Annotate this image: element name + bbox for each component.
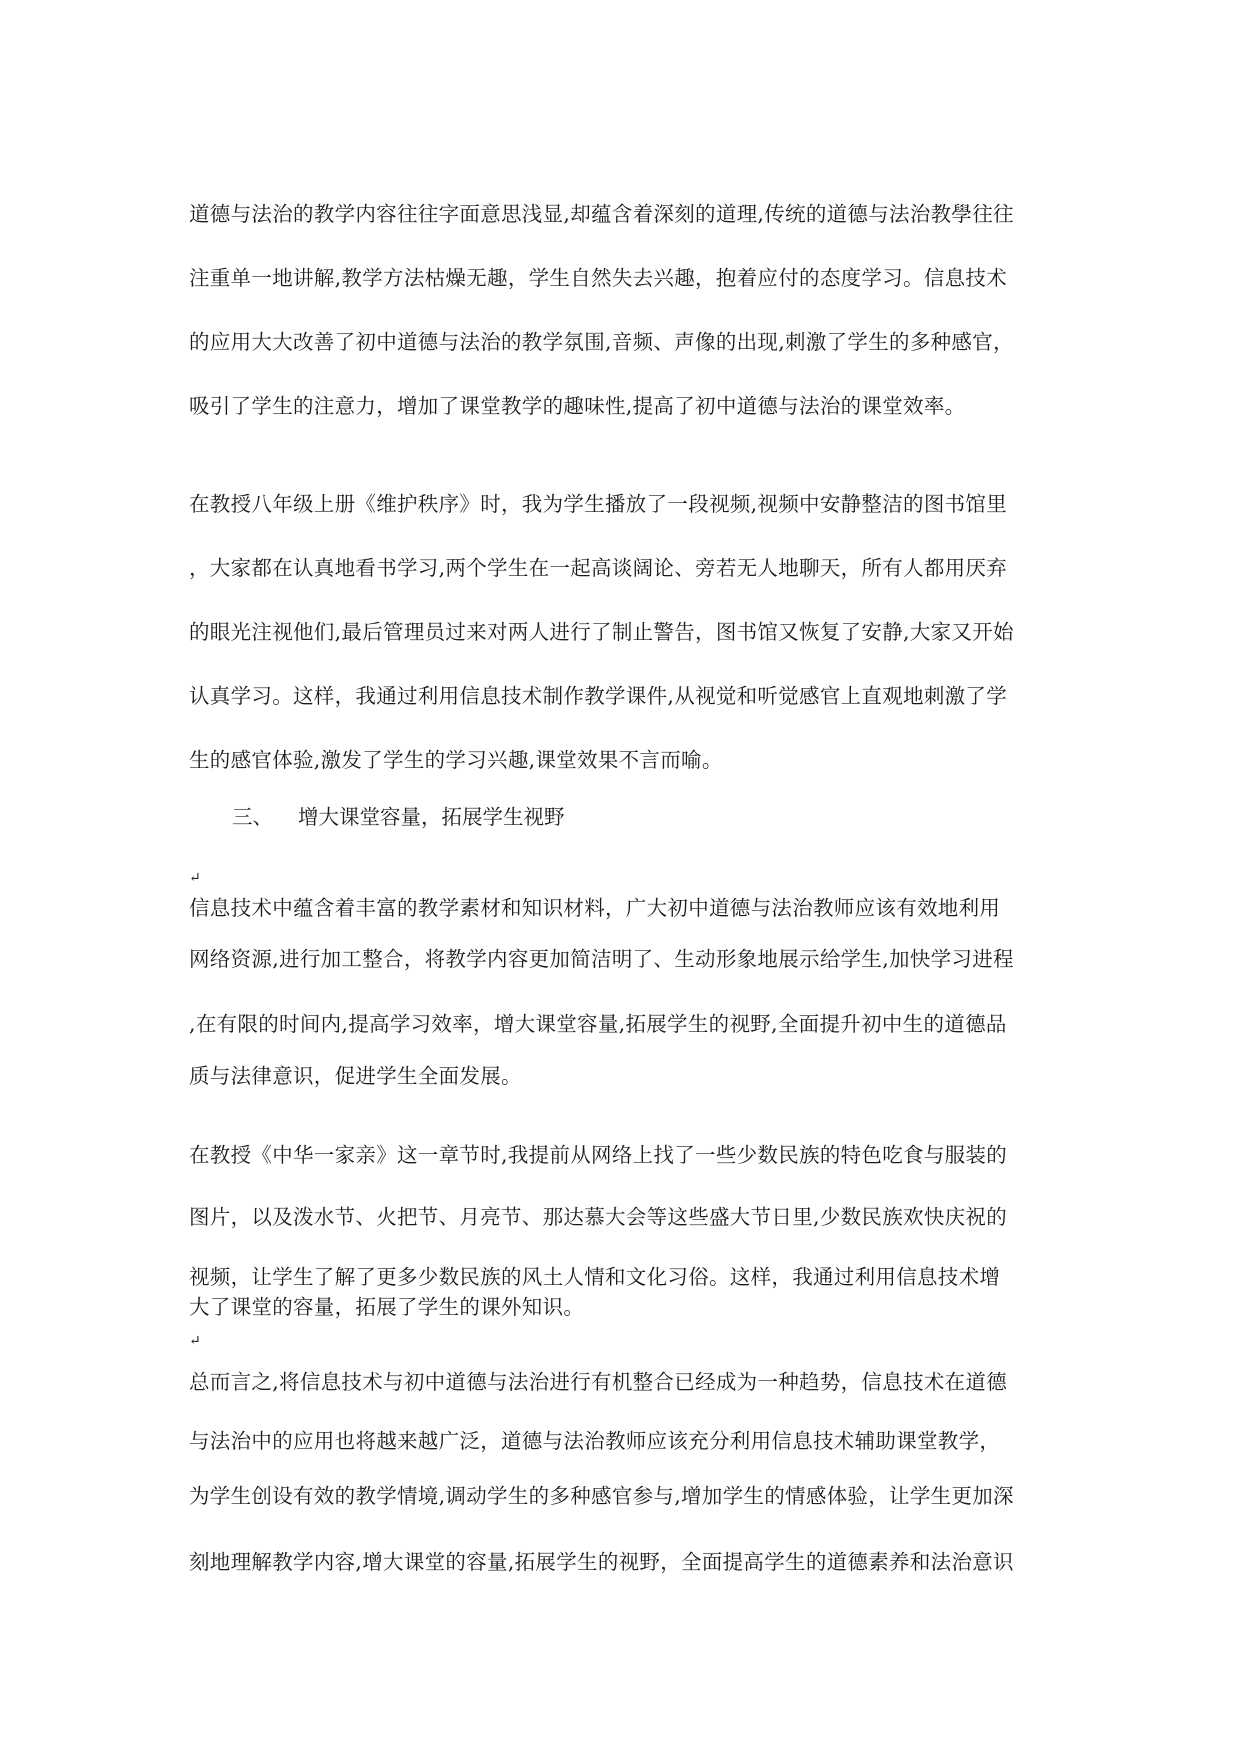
paragraph-1-line-4: 吸引了学生的注意力，增加了课堂教学的趣味性,提高了初中道德与法治的课堂效率。 — [189, 394, 966, 418]
paragraph-mark-icon: ↵ — [189, 870, 201, 886]
paragraph-1-line-2: 注重单一地讲解,教学方法枯燥无趣，学生自然失去兴趣，抱着应付的态度学习。信息技术 — [189, 266, 1008, 290]
paragraph-4-line-3: 视频，让学生了解了更多少数民族的风土人情和文化习俗。这样，我通过利用信息技术增 — [189, 1265, 1001, 1289]
paragraph-3-line-3: ,在有限的时间内,提高学习效率，增大课堂容量,拓展学生的视野,全面提升初中生的道德品 — [189, 1012, 1007, 1036]
section-heading-number: 三、 — [232, 805, 273, 829]
paragraph-2-line-3: 的眼光注视他们,最后管理员过来对两人进行了制止警告，图书馆又恢复了安静,大家又开始 — [189, 620, 1014, 644]
paragraph-5-line-3: 为学生创设有效的教学情境,调动学生的多种感官参与,增加学生的情感体验，让学生更加深 — [189, 1484, 1014, 1508]
paragraph-2-line-5: 生的感官体验,激发了学生的学习兴趣,课堂效果不言而喻。 — [189, 748, 723, 772]
paragraph-1-line-1: 道德与法治的教学内容往往字面意思浅显,却蕴含着深刻的道理,传统的道德与法治教學往往 — [189, 202, 1014, 226]
paragraph-3-line-2: 网络资源,进行加工整合，将教学内容更加简洁明了、生动形象地展示给学生,加快学习进程 — [189, 947, 1014, 971]
paragraph-2-line-2: ，大家都在认真地看书学习,两个学生在一起高谈阔论、旁若无人地聊天，所有人都用厌弃 — [189, 556, 1008, 580]
section-heading — [232, 803, 565, 831]
paragraph-5-line-4: 刻地理解教学内容,增大课堂的容量,拓展学生的视野，全面提高学生的道德素养和法治意识 — [189, 1550, 1014, 1574]
paragraph-5-line-1: 总而言之,将信息技术与初中道德与法治进行有机整合已经成为一种趋势，信息技术在道德 — [189, 1370, 1008, 1394]
section-heading-text: 增大课堂容量，拓展学生视野 — [298, 805, 565, 829]
paragraph-3-line-1: 信息技术中蕴含着丰富的教学素材和知识材料，广大初中道德与法治教师应该有效地利用 — [189, 896, 1001, 920]
paragraph-2-line-1: 在教授八年级上册《维护秩序》时，我为学生播放了一段视频,视频中安静整洁的图书馆里 — [189, 492, 1008, 516]
paragraph-4-line-4: 大了课堂的容量，拓展了学生的课外知识。 — [189, 1295, 585, 1319]
paragraph-4-line-1: 在教授《中华一家亲》这一章节时,我提前从网络上找了一些少数民族的特色吃食与服装的 — [189, 1143, 1008, 1167]
paragraph-5-line-2: 与法治中的应用也将越来越广泛，道德与法治教师应该充分利用信息技术辅助课堂教学， — [189, 1429, 1001, 1453]
paragraph-mark-icon: ↵ — [189, 1333, 201, 1349]
paragraph-3-line-4: 质与法律意识，促进学生全面发展。 — [189, 1064, 522, 1088]
paragraph-4-line-2: 图片，以及泼水节、火把节、月亮节、那达慕大会等这些盛大节日里,少数民族欢快庆祝的 — [189, 1205, 1008, 1229]
paragraph-2-line-4: 认真学习。这样，我通过利用信息技术制作教学课件,从视觉和听觉感官上直观地刺激了学 — [189, 684, 1008, 708]
paragraph-1-line-3: 的应用大大改善了初中道德与法治的教学氛围,音频、声像的出现,刺激了学生的多种感官， — [189, 330, 1014, 354]
